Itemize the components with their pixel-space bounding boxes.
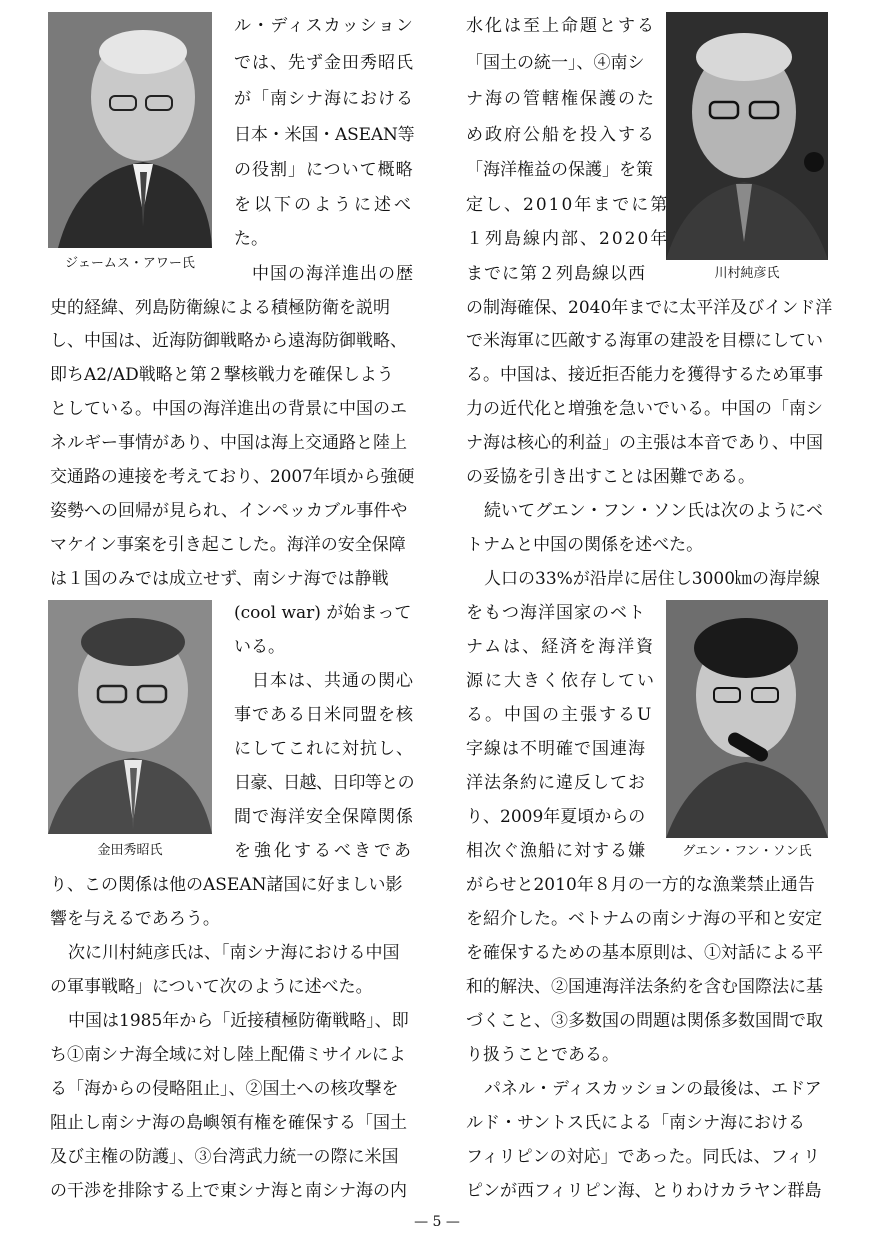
text-line: り、2009年夏頃からの [466, 807, 646, 827]
text-line: 日本・米国・ASEAN等 [234, 125, 415, 145]
text-line: の妥協を引き出すことは困難である。 [466, 467, 755, 487]
text-line: が「南シナ海における [234, 89, 414, 109]
text-line: (cool war) が始まって [234, 603, 412, 623]
photo-caption-auer: ジェームス・アワー氏 [65, 256, 195, 271]
text-line: 史的経緯、列島防衛線による積極防衛を説明 [50, 298, 390, 318]
text-line: トナムと中国の関係を述べた。 [466, 535, 704, 555]
text-line: 洋法条約に違反してお [466, 773, 646, 793]
photo-kaneda [48, 600, 212, 834]
text-line: る「海からの侵略阻止」、②国土への核攻撃を [50, 1079, 399, 1099]
text-line: め政府公船を投入する [466, 125, 656, 145]
text-line: の制海確保、2040年までに太平洋及びインド洋 [466, 298, 833, 318]
text-line: では、先ず金田秀昭氏 [234, 53, 414, 73]
text-line: を確保するための基本原則は、①対話による平 [466, 943, 823, 963]
text-line: までに第２列島線以西 [466, 264, 646, 284]
text-line: 阻止し南シナ海の島嶼領有権を確保する「国土 [50, 1113, 407, 1133]
text-line: 響を与えるであろう。 [50, 909, 220, 929]
text-line: の干渉を排除する上で東シナ海と南シナ海の内 [50, 1181, 407, 1201]
text-line: 「国土の統一」、④南シ [466, 53, 645, 73]
text-line: 「海洋権益の保護」を策 [466, 160, 653, 180]
text-line: にしてこれに対抗し、 [234, 739, 414, 759]
text-line: 定し、2010年までに第 [466, 195, 670, 215]
text-line: 中国の海洋進出の歴 [252, 264, 414, 284]
text-line: パネル・ディスカッションの最後は、エドア [484, 1079, 822, 1099]
text-line: 間で海洋安全保障関係 [234, 807, 414, 827]
text-line: で米海軍に匹敵する海軍の建設を目標にしてい [466, 331, 823, 351]
text-line: 姿勢への回帰が見られ、インペッカブル事件や [50, 501, 408, 521]
text-line: いる。 [234, 637, 285, 657]
text-line: り、この関係は他のASEAN諸国に好ましい影 [50, 875, 403, 895]
text-line: ち①南シナ海全域に対し陸上配備ミサイルによ [50, 1045, 406, 1065]
photo-kawamura [666, 12, 828, 260]
text-line: マケイン事案を引き起こした。海洋の安全保障 [50, 535, 406, 555]
text-line: の役割」について概略 [234, 160, 414, 180]
text-line: ピンが西フィリピン海、とりわけカラヤン群島 [466, 1181, 822, 1201]
text-line: 中国は1985年から「近接積極防衛戦略」、即 [68, 1011, 409, 1031]
text-line: ナ海は核心的利益」の主張は本音であり、中国 [466, 433, 823, 453]
text-line: り扱うことである。 [466, 1045, 619, 1065]
photo-nguyen [666, 600, 828, 838]
portrait-image [666, 600, 828, 838]
text-line: ネルギー事情があり、中国は海上交通路と陸上 [50, 433, 407, 453]
text-line: 力の近代化と増強を急いでいる。中国の「南シ [466, 399, 823, 419]
text-line: 字線は不明確で国連海 [466, 739, 646, 759]
text-line: は１国のみでは成立せず、南シナ海では静戦 [50, 569, 389, 589]
text-line: がらせと2010年８月の一方的な漁業禁止通告 [466, 875, 815, 895]
text-line: し、中国は、近海防御戦略から遠海防御戦略、 [50, 331, 407, 351]
text-line: 交通路の連接を考えており、2007年頃から強硬 [50, 467, 415, 487]
text-line: 相次ぐ漁船に対する嫌 [466, 841, 646, 861]
photo-caption-kaneda: 金田秀昭氏 [97, 843, 163, 858]
text-line: ナ海の管轄権保護のた [466, 89, 656, 109]
text-line: 和的解決、②国連海洋法条約を含む国際法に基 [466, 977, 823, 997]
text-line: 日豪、日越、日印等との [234, 773, 414, 793]
text-line: 即ちA2/AD戦略と第２撃核戦力を確保しよう [50, 365, 394, 385]
text-line: をもつ海洋国家のベト [466, 603, 646, 623]
text-line: フィリピンの対応」であった。同氏は、フィリ [466, 1147, 821, 1167]
text-line: を強化するべきであ [234, 841, 414, 861]
text-line: を以下のように述べ [234, 195, 414, 215]
text-line: る。中国の主張するU [466, 705, 654, 725]
page-number: — 5 — [414, 1214, 460, 1230]
text-line: 続いてグエン・フン・ソン氏は次のようにベ [484, 501, 823, 521]
text-line: ル・ディスカッション [234, 16, 415, 36]
text-line: の軍事戦略」について次のように述べた。 [50, 977, 373, 997]
text-line: １列島線内部、2020年 [466, 229, 670, 249]
portrait-image [48, 600, 212, 834]
text-line: た。 [234, 229, 268, 249]
text-line: 水化は至上命題とする [466, 16, 656, 36]
text-line: る。中国は、接近拒否能力を獲得するため軍事 [466, 365, 823, 385]
text-line: づくこと、③多数国の問題は関係多数国間で取 [466, 1011, 823, 1031]
text-line: 及び主権の防護」、③台湾武力統一の際に米国 [50, 1147, 399, 1167]
text-line: 事である日米同盟を核 [234, 705, 414, 725]
text-line: 次に川村純彦氏は、「南シナ海における中国 [68, 943, 400, 963]
text-line: としている。中国の海洋進出の背景に中国のエ [50, 399, 407, 419]
photo-caption-kawamura: 川村純彦氏 [714, 266, 780, 281]
text-line: 日本は、共通の関心 [252, 671, 414, 691]
photo-james-auer [48, 12, 212, 248]
portrait-image [48, 12, 212, 248]
text-line: を紹介した。ベトナムの南シナ海の平和と安定 [466, 909, 823, 929]
portrait-image [666, 12, 828, 260]
text-line: 人口の33%が沿岸に居住し3000㎞の海岸線 [484, 569, 821, 589]
text-line: ナムは、経済を海洋資 [466, 637, 656, 657]
photo-caption-nguyen: グエン・フン・ソン氏 [682, 844, 812, 859]
text-line: ルド・サントス氏による「南シナ海における [466, 1113, 805, 1133]
text-line: 源に大きく依存してい [466, 671, 656, 691]
